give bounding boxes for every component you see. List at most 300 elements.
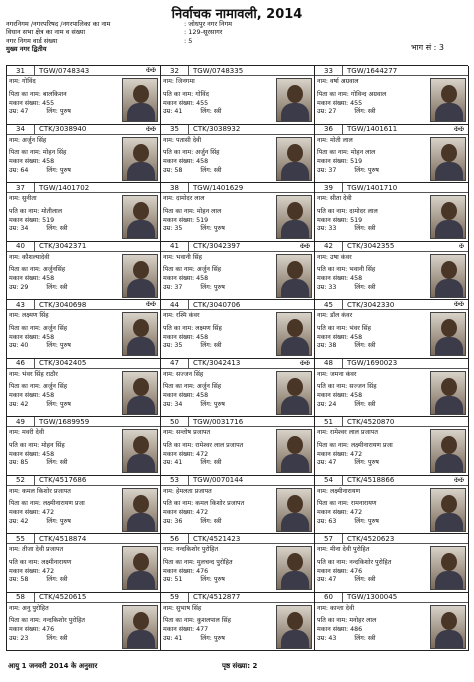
voter-photo [122,78,158,122]
voter-gender: लिंग: स्त्री [354,283,376,291]
serial-number: 34 [7,125,35,135]
card-header [315,300,468,310]
epic-id: TGW/1300045 [347,593,398,601]
voter-age: उम्र: 42 [9,517,29,525]
voter-age: उम्र: 33 [317,225,337,233]
house-number: मकान संख्या: 458 [9,275,55,283]
voter-name: नाम: मीना देवी पुरोहित [317,546,370,553]
voter-photo [276,429,312,473]
voter-name: नाम: गोविंद [9,78,36,85]
voter-card [161,66,315,125]
photo-body [435,337,463,356]
relation-name: पिता का नाम: मोहन लाल [163,207,222,215]
epic-id: CTK/3042371 [39,242,87,250]
epic-id: TGW/1401702 [39,183,90,192]
voter-name: नाम: कौशल्यादेवी [9,253,50,261]
voter-gender: लिंग: स्त्री [46,634,68,642]
age-gender-line [317,284,431,293]
age-gender-line [163,635,277,644]
serial-number: 38 [161,183,189,193]
house-number: मकान संख्या: 458 [9,158,55,166]
card-header [161,534,314,544]
card-header [7,300,160,310]
epic-id: CTK/4520615 [39,593,87,601]
voter-photo [276,195,312,239]
voter-name: नाम: जमना कंवर [317,370,357,378]
part-number: भाग सं : 3 [410,43,444,52]
meta-value: : 5 [184,36,193,45]
voter-card [315,242,469,301]
voter-age: उम्र: 41 [163,108,183,116]
voter-name: नाम: लक्ष्मण सिंह [9,312,49,319]
voter-details [9,195,123,234]
epic-id: CTK/3038940 [39,125,87,133]
voter-card [315,300,469,359]
age-gender-line [9,518,123,527]
card-header [315,534,468,544]
voter-name: नाम: तीजा देवी प्रजापत [9,546,64,553]
epic-id: TGW/1690023 [347,359,398,367]
voter-age: उम्र: 37 [163,283,183,291]
marker-symbol: ✠✠ [453,476,464,484]
serial-number: 53 [161,476,189,486]
photo-body [435,279,463,298]
card-header [315,417,468,427]
age-gender-line [163,518,277,527]
voter-details [9,488,123,527]
relation-name: पति का नाम: मनोहर लाल [317,617,377,625]
relation-name: पिता का नाम: लक्ष्मीनारायण प्रजा [317,441,393,449]
voter-gender: लिंग: पुरुष [46,166,71,174]
voter-gender: लिंग: स्त्री [46,576,68,584]
photo-head [133,553,149,571]
voter-card [315,66,469,125]
serial-number: 37 [7,183,35,193]
voter-details [9,78,123,117]
age-gender-line [163,576,277,585]
card-header [161,242,314,252]
voter-photo [430,312,466,356]
photo-body [281,630,309,649]
house-number: मकान संख्या: 455 [317,99,363,107]
voter-card [7,66,161,125]
voter-gender: लिंग: स्त्री [46,225,68,233]
voter-name: नाम: कान्ता देवी [317,604,355,612]
relation-name: पति का नाम: गोविंद [163,90,209,98]
voter-details [163,488,277,527]
voter-age: उम्र: 47 [9,108,29,116]
voter-name: नाम: कमल किशोर प्रजापत [9,487,71,495]
voter-age: उम्र: 47 [317,576,337,584]
age-gender-line [163,284,277,293]
marker-symbol: ✠✠ [453,301,464,308]
age-gender-line [317,167,431,176]
voter-photo [276,78,312,122]
voter-age: उम्र: 38 [317,342,337,350]
voter-age: उम्र: 36 [163,517,183,525]
voter-age: उम्र: 34 [163,400,183,408]
photo-head [287,319,303,337]
voter-age: उम्र: 37 [317,166,337,174]
voter-card [7,183,161,242]
photo-body [435,630,463,649]
page-number: पृष्ठ संख्या: 2 [222,662,258,670]
voter-age: उम्र: 35 [163,342,183,350]
house-number: मकान संख्या: 458 [317,275,363,283]
voter-photo [122,371,158,415]
voter-age: उम्र: 42 [9,400,29,408]
voter-gender: लिंग: स्त्री [354,108,376,116]
voter-card [7,417,161,476]
photo-body [435,162,463,181]
epic-id: CTK/4518874 [39,534,87,543]
photo-body [281,220,309,239]
card-header [315,242,468,252]
age-gender-line [317,108,431,117]
photo-body [281,279,309,298]
house-number: मकान संख्या: 458 [9,333,55,341]
photo-head [287,612,303,630]
voter-card [161,534,315,593]
voter-photo [122,137,158,181]
photo-head [441,144,457,162]
age-gender-line [9,225,123,234]
house-number: मकान संख्या: 476 [9,626,55,634]
voter-details [163,195,277,234]
relation-name: पिता का नाम: मुलचन्द पुरोहित [163,558,233,566]
roll-metadata [6,20,468,54]
serial-number: 31 [7,66,35,76]
voter-age: उम्र: 34 [9,225,29,233]
card-header [315,359,468,369]
meta-key: नगरनिगम /नगरपरिषद /नगरपालिका का नाम [6,20,111,28]
voter-age: उम्र: 43 [317,634,337,642]
voter-photo [276,371,312,415]
voter-details [163,429,277,468]
voter-card [161,125,315,184]
meta-row [6,37,468,45]
photo-body [127,279,155,298]
relation-name: पिता का नाम: बालकिशन [9,90,67,98]
voter-details [317,371,431,410]
voter-card [315,183,469,242]
photo-body [281,162,309,181]
serial-number: 59 [161,593,189,603]
voter-card [161,359,315,418]
epic-id: CTK/4518866 [347,476,395,484]
card-header [7,417,160,427]
photo-head [133,85,149,103]
serial-number: 56 [161,534,189,544]
serial-number: 48 [315,359,343,369]
age-gender-line [317,401,431,410]
voter-name: नाम: रामेश्वर लाल प्रजापत [317,429,378,436]
voter-age: उम्र: 58 [9,576,29,584]
serial-number: 58 [7,593,35,603]
voter-card [315,593,469,652]
relation-name: पिता का नाम: कुशलपाल सिंह [163,617,232,625]
voter-photo [122,605,158,649]
voter-age: उम्र: 41 [163,459,183,467]
voter-details [163,605,277,644]
age-gender-line [9,635,123,644]
relation-name: पिता का नाम: अर्जुन सिंह [163,266,222,274]
photo-body [435,396,463,415]
card-header [161,125,314,135]
photo-head [441,202,457,220]
voter-gender: लिंग: पुरुष [200,634,225,642]
photo-head [287,553,303,571]
voter-gender: लिंग: स्त्री [200,108,222,116]
house-number: मकान संख्या: 455 [163,99,209,107]
voter-details [163,312,277,351]
voter-gender: लिंग: पुरुष [354,459,379,467]
meta-value: : जोधपुर नगर निगम [184,20,233,28]
serial-number: 39 [315,183,343,193]
meta-value: : 129-सूरसागर [184,28,223,37]
photo-head [441,553,457,571]
voter-photo [122,429,158,473]
relation-name: पिता का नाम: मोहन सिंह [9,149,67,157]
card-header [7,242,160,252]
relation-name: पति का नाम: मोतीलाल [9,207,63,215]
serial-number: 54 [315,476,343,486]
voter-photo [276,254,312,298]
serial-number: 51 [315,417,343,427]
serial-number: 43 [7,300,35,310]
photo-body [127,630,155,649]
voter-photo [430,429,466,473]
voter-card [7,125,161,184]
photo-head [133,261,149,279]
photo-head [287,144,303,162]
voter-photo [276,312,312,356]
house-number: मकान संख्या: 472 [317,509,363,517]
voter-card [161,476,315,535]
voter-name: नाम: अनु पुरोहित [9,604,49,612]
voter-details [163,371,277,410]
serial-number: 40 [7,242,35,252]
serial-number: 50 [161,417,189,427]
voter-name: नाम: नन्दकिशोर पुरोहित [163,546,219,553]
card-header [7,66,160,76]
voter-photo [430,546,466,590]
serial-number: 45 [315,300,343,310]
photo-body [127,454,155,473]
voter-photo [430,488,466,532]
voter-photo [122,195,158,239]
epic-id: TGW/0748335 [193,66,244,75]
photo-body [281,103,309,122]
voter-gender: लिंग: पुरुष [200,576,225,584]
voter-card [315,125,469,184]
age-gender-line [163,225,277,234]
voter-details [317,429,431,468]
house-number: मकान संख्या: 458 [163,158,209,166]
marker-symbol: ✠✠ [299,359,310,367]
epic-id: CTK/3042355 [347,242,395,250]
voter-photo [430,605,466,649]
voter-card [7,476,161,535]
house-number: मकान संख्या: 458 [9,450,55,458]
house-number: मकान संख्या: 472 [163,509,209,517]
voter-photo [276,605,312,649]
relation-name: पति का नाम: अर्जुन सिंह [163,149,220,157]
marker-symbol: ✠✠ [299,242,310,250]
voter-gender: लिंग: पुरुष [200,283,225,291]
voter-gender: लिंग: स्त्री [354,342,376,350]
epic-id: CTK/4517686 [39,476,87,484]
photo-head [441,319,457,337]
relation-name: पति का नाम: मोहन सिंह [9,441,65,449]
epic-id: TGW/1401710 [347,183,398,192]
voter-card [7,300,161,359]
relation-name: पति का नाम: कमल किशोर प्रजापत [163,500,245,508]
card-header [7,593,160,603]
house-number: मकान संख्या: 519 [9,216,55,224]
voter-photo [122,546,158,590]
house-number: मकान संख्या: 476 [317,567,363,575]
voter-details [9,429,123,468]
house-number: मकान संख्या: 472 [9,509,55,517]
photo-head [441,85,457,103]
age-gender-line [317,342,431,351]
house-number: मकान संख्या: 477 [163,626,209,634]
serial-number: 36 [315,125,343,135]
age-gender-line [163,342,277,351]
voter-photo [430,137,466,181]
photo-body [127,162,155,181]
house-number: मकान संख्या: 519 [317,158,363,166]
voter-age: उम्र: 35 [163,225,183,233]
voter-gender: लिंग: पुरुष [200,225,225,233]
voter-details [317,78,431,117]
voter-gender: लिंग: स्त्री [354,634,376,642]
house-number: मकान संख्या: 472 [163,450,209,458]
age-gender-line [163,459,277,468]
meta-row [6,20,468,28]
house-number: मकान संख्या: 458 [163,392,209,400]
card-header [315,183,468,193]
voter-photo [276,137,312,181]
age-gender-line [317,459,431,468]
voter-details [163,78,277,117]
serial-number: 52 [7,476,35,486]
house-number: मकान संख्या: 519 [317,216,363,224]
photo-head [133,378,149,396]
photo-body [435,454,463,473]
voter-details [163,546,277,585]
photo-body [127,220,155,239]
photo-head [287,495,303,513]
epic-id: CTK/3038932 [193,125,241,133]
card-header [161,359,314,369]
voter-photo [122,254,158,298]
photo-body [281,337,309,356]
voter-details [317,254,431,293]
card-header [161,476,314,486]
photo-head [133,436,149,454]
age-gender-line [9,284,123,293]
house-number: मकान संख्या: 458 [9,392,55,400]
house-number: मकान संख्या: 486 [317,626,363,634]
voter-photo [122,312,158,356]
house-number: मकान संख्या: 472 [317,450,363,458]
voter-details [163,137,277,176]
voter-name: नाम: सुनीता [9,195,37,202]
card-header [161,66,314,76]
voter-age: उम्र: 64 [9,166,29,174]
meta-row [6,28,468,36]
relation-name: पिता का नाम: अर्जुन सिंह [9,383,68,391]
epic-id: TGW/1644277 [347,66,398,75]
voter-gender: लिंग: पुरुष [46,108,71,116]
voter-details [317,488,431,527]
voter-name: नाम: सुभाष सिंह [163,604,202,612]
epic-id: CTK/4520623 [347,534,395,543]
photo-body [281,571,309,590]
card-header [161,593,314,603]
voter-details [317,312,431,351]
house-number: मकान संख्या: 458 [317,392,363,400]
photo-body [127,396,155,415]
card-header [7,183,160,193]
age-gender-line [163,167,277,176]
marker-symbol: ✠✠ [145,125,156,133]
meta-key: मुख्य नगर द्वितीय [6,45,47,54]
relation-name: पिता का नाम: गोविन्द अग्रवाल [317,90,387,98]
voter-details [317,605,431,644]
photo-head [441,436,457,454]
voter-card [7,534,161,593]
relation-name: पिता का नाम: अर्जुन सिंह [163,383,222,391]
serial-number: 42 [315,242,343,252]
card-header [315,125,468,135]
house-number: मकान संख्या: 458 [163,333,209,341]
voter-name: नाम: वर्षा अग्रवाल [317,78,359,85]
meta-key: नगर निगम वार्ड संख्या [6,36,58,45]
relation-name: पति का नाम: दामोदर लाल [317,207,378,215]
age-gender-line [9,108,123,117]
voter-photo [430,78,466,122]
voter-age: उम्र: 29 [9,283,29,291]
photo-head [133,495,149,513]
voter-details [317,195,431,234]
voter-card [7,242,161,301]
voter-gender: लिंग: पुरुष [46,342,71,350]
voter-gender: लिंग: पुरुष [354,517,379,525]
voter-details [9,546,123,585]
age-gender-line [163,108,277,117]
photo-body [127,513,155,532]
photo-body [127,103,155,122]
relation-name: पति का नाम: लक्ष्मण सिंह [163,324,222,332]
epic-id: CTK/3040698 [39,300,87,309]
card-header [161,300,314,310]
epic-id: TGW/0031716 [193,417,244,426]
voter-details [9,137,123,176]
photo-head [287,436,303,454]
relation-name: पिता का नाम: अर्जुनसिंह [9,266,66,274]
voter-card [161,593,315,652]
card-header [161,183,314,193]
photo-body [127,337,155,356]
voter-grid [6,65,468,651]
voter-name: नाम: दामोदर लाल [163,195,205,202]
age-gender-line [317,518,431,527]
voter-photo [430,195,466,239]
voter-card [315,417,469,476]
